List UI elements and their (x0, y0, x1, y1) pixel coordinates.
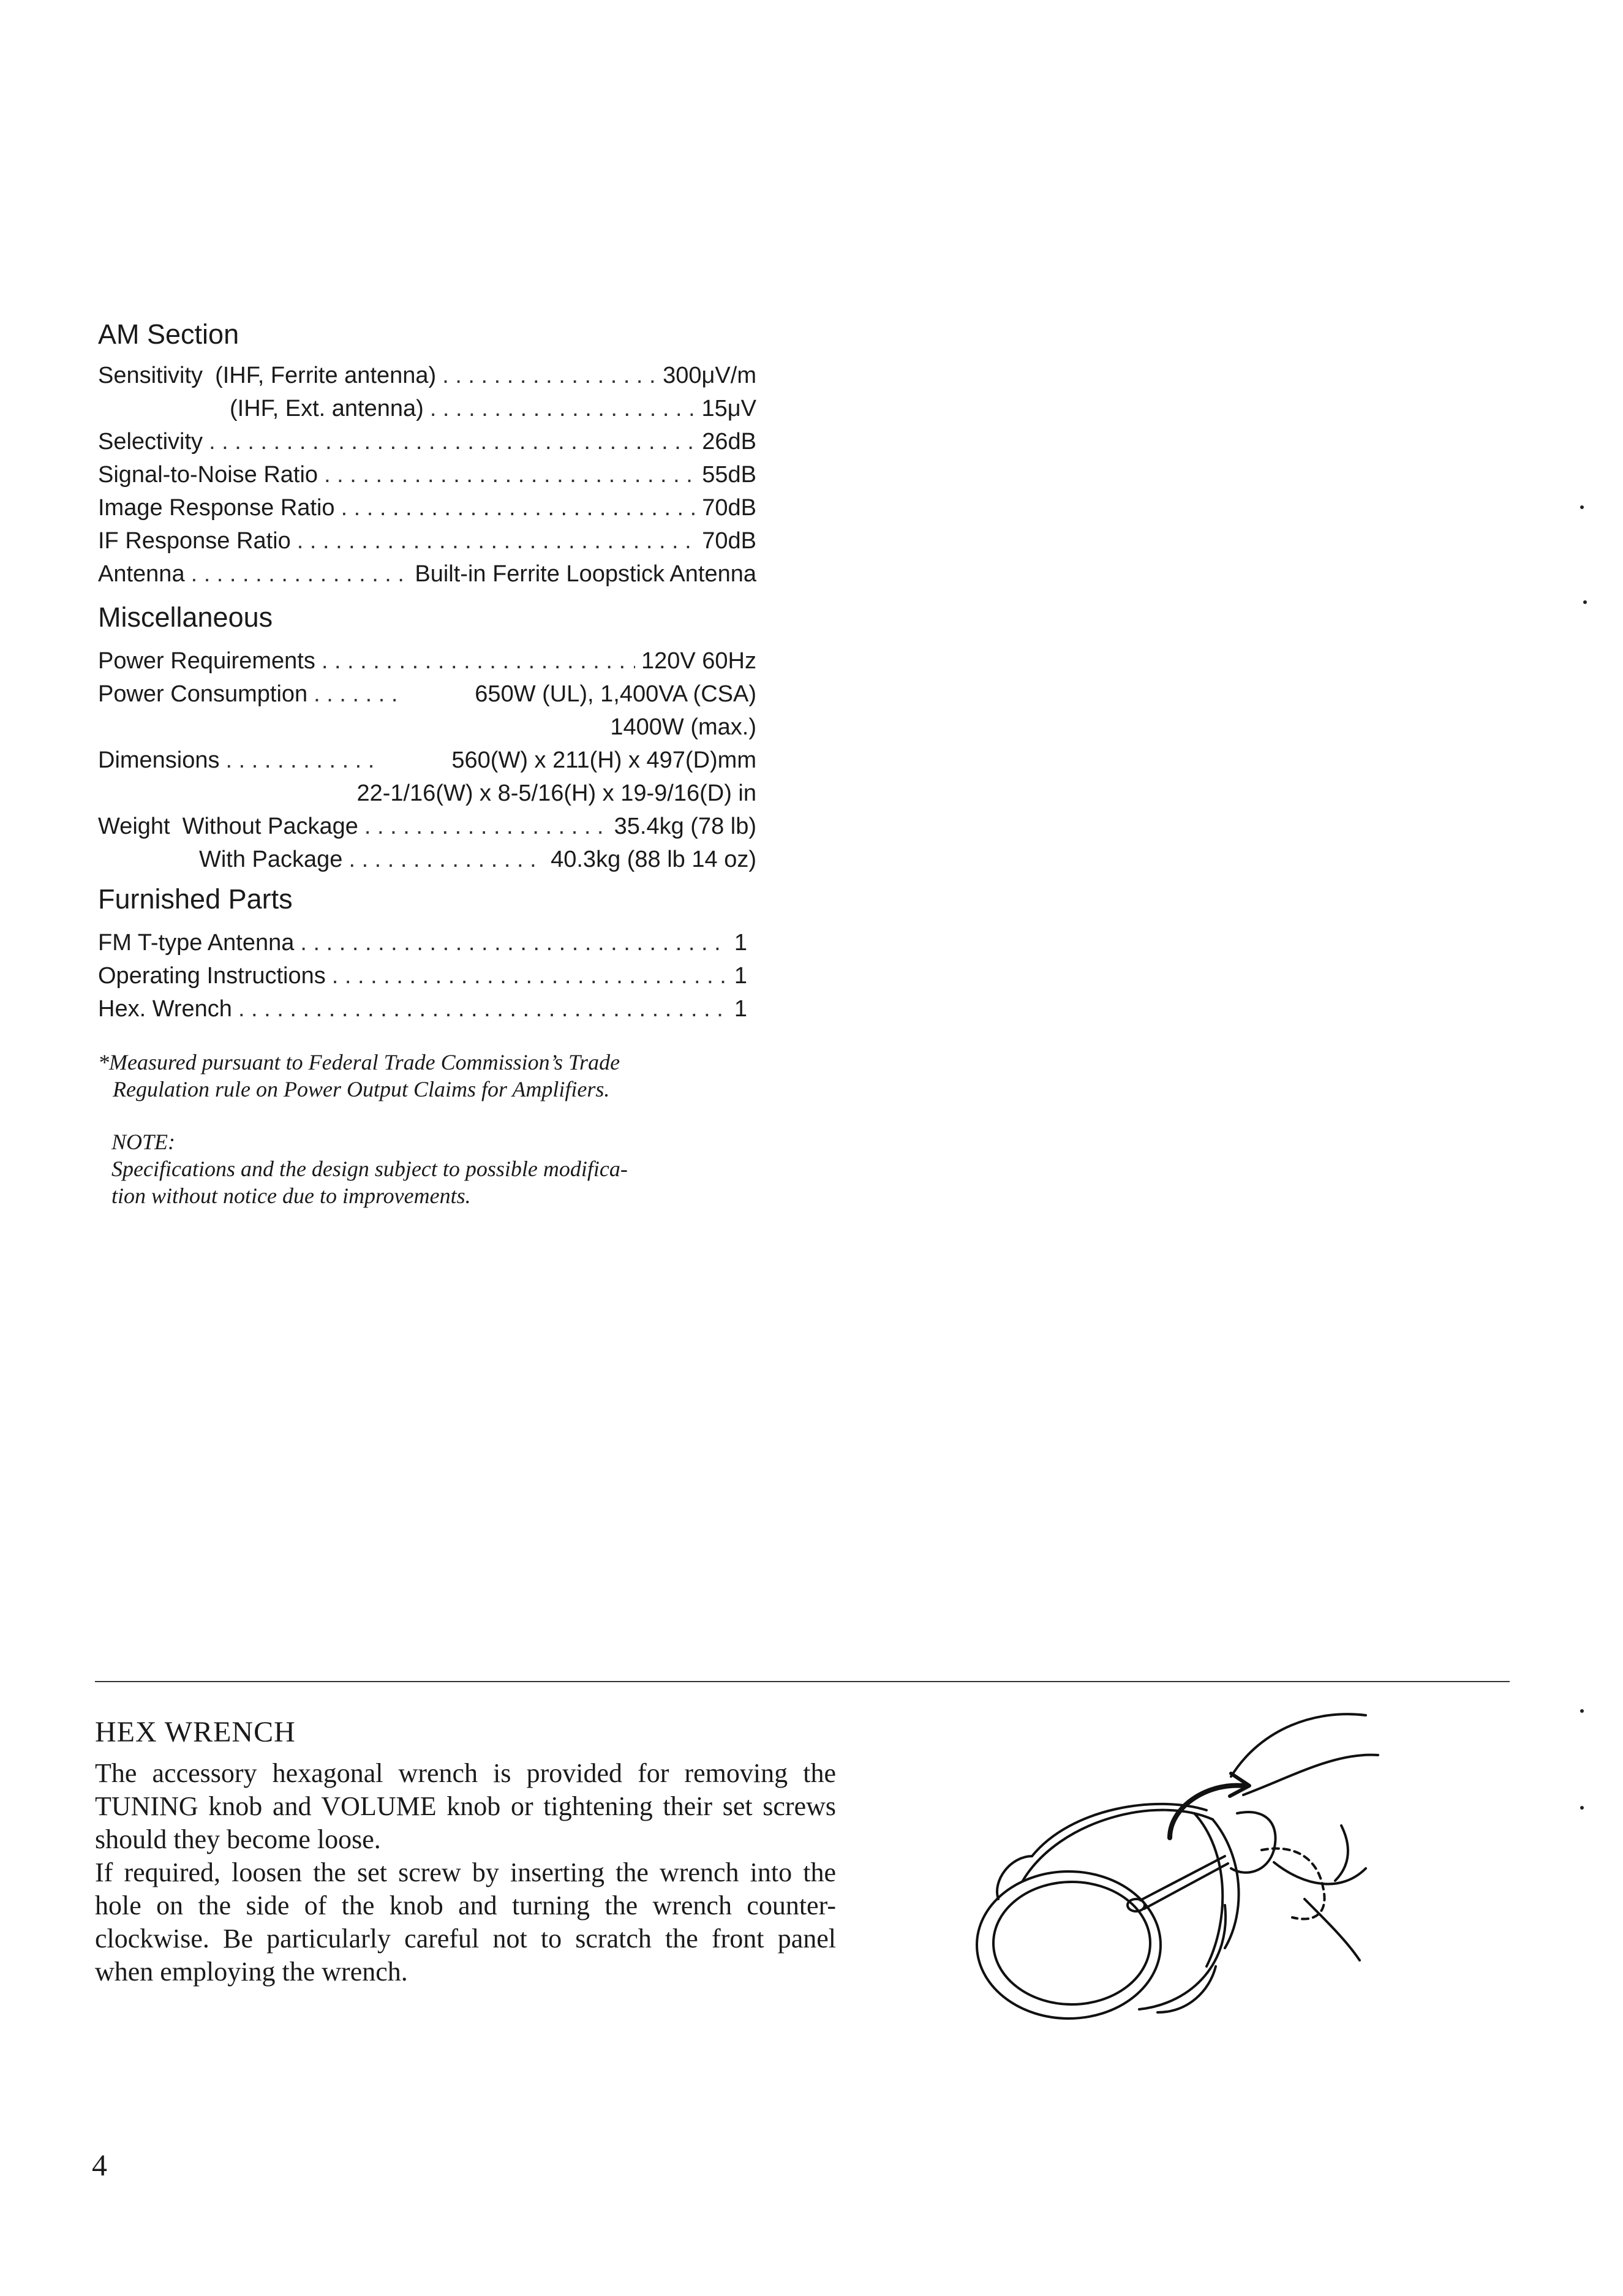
spec-row (98, 458, 756, 491)
scan-speck (1580, 1709, 1584, 1713)
spec-row-dimensions-inches (98, 777, 756, 810)
spec-row-power-consumption-max (98, 711, 756, 744)
spec-label: Power Consumption (98, 681, 308, 707)
spec-value: 70dB (702, 495, 756, 521)
spec-label: Image Response Ratio (98, 495, 335, 521)
spec-value: 1400W (max.) (610, 714, 756, 740)
spec-label: Power Requirements (98, 648, 315, 674)
spec-condition: (IHF, Ferrite antenna) (215, 363, 437, 388)
hand-knuckle (1335, 1826, 1348, 1881)
finger-upper (1231, 1714, 1366, 1777)
finger-lower (1243, 1755, 1378, 1795)
spec-value: Built-in Ferrite Loopstick Antenna (415, 561, 756, 587)
leader-dots (209, 425, 696, 458)
spec-label: Operating Instructions (98, 963, 326, 989)
spec-row-sensitivity-ext (98, 392, 756, 425)
spec-label: Dimensions (98, 747, 220, 773)
spec-value: 22-1/16(W) x 8-5/16(H) x 19-9/16(D) in (356, 780, 756, 806)
knob-top-edge (1023, 1810, 1213, 1881)
spec-condition: With Package (199, 847, 343, 872)
spec-row (98, 992, 747, 1025)
leader-dots (341, 491, 696, 524)
misc-specs (98, 644, 756, 876)
spec-label: Selectivity (98, 429, 203, 455)
leader-dots (300, 926, 728, 959)
spec-label: Weight (98, 814, 170, 839)
spec-row-weight-without (98, 810, 756, 843)
spec-condition: (IHF, Ext. antenna) (230, 396, 424, 421)
spec-row-power-consumption (98, 678, 756, 711)
spec-value: 26dB (702, 429, 756, 455)
spec-value: 70dB (702, 528, 756, 554)
spec-row (98, 491, 756, 524)
leader-dots (430, 392, 696, 425)
spec-row (98, 557, 756, 591)
hex-wrench-title: HEX WRENCH (95, 1716, 296, 1748)
am-section-title: AM Section (98, 319, 239, 350)
spec-label: IF Response Ratio (98, 528, 291, 554)
spec-value: 560(W) x 211(H) x 497(D)mm (451, 747, 756, 773)
spec-value: 15μV (701, 396, 756, 421)
spec-label: Hex. Wrench (98, 996, 232, 1022)
scan-speck (1583, 600, 1587, 604)
spec-row (98, 524, 756, 557)
note-label: NOTE: (111, 1130, 176, 1154)
leader-dots (332, 959, 728, 992)
spec-row (98, 959, 747, 992)
leader-dots (314, 678, 405, 711)
leader-dots (348, 843, 544, 876)
am-section-specs (98, 359, 756, 591)
spec-row (98, 425, 756, 458)
spec-label: Sensitivity (98, 363, 203, 388)
footnote-line: *Measured pursuant to Federal Trade Commission’s Trade (98, 1050, 620, 1074)
furnished-specs (98, 926, 747, 1025)
spec-value: 650W (UL), 1,400VA (CSA) (475, 681, 756, 707)
note-line: tion without notice due to improvements. (111, 1184, 471, 1208)
furnished-section-title: Furnished Parts (98, 883, 293, 915)
hand-palm (1274, 1862, 1366, 1884)
hex-wrench-paragraph: The accessory hexagonal wrench is provided for removing the TUNING knob and VOLUME knob or tightening their set screws should they become loose. (95, 1758, 836, 1854)
note-line: Specifications and the design subject to possible modifica- (111, 1157, 628, 1181)
hex-wrench-paragraph: If required, loosen the set screw by inserting the wrench into the hole on the side of the knob and turning the wrench counter-clockwise. Be particularly careful not to scratch the front panel when employing the wrench. (95, 1857, 836, 1987)
leader-dots (322, 644, 635, 678)
spec-note (111, 1128, 770, 1209)
ftc-footnote (98, 1049, 756, 1103)
spec-label: FM T-type Antenna (98, 930, 295, 956)
leader-dots (297, 524, 696, 557)
spec-row-dimensions (98, 744, 756, 777)
spec-condition: Without Package (182, 814, 358, 839)
spec-value: 1 (734, 963, 747, 989)
spec-label: Antenna (98, 561, 185, 587)
knob-face (977, 1871, 1161, 2018)
hand-wrist (1305, 1899, 1360, 1960)
wrench-shaft (1140, 1856, 1225, 1900)
scan-speck (1580, 505, 1584, 509)
knob-bottom-edge (1139, 1905, 1226, 2009)
page-number: 4 (92, 2148, 107, 2182)
spec-value: 1 (734, 930, 747, 956)
spec-value: 120V 60Hz (641, 648, 756, 674)
wrench-shaft-lower (1144, 1864, 1228, 1909)
fingertip (1231, 1812, 1276, 1873)
leader-dots (226, 744, 379, 777)
leader-dots (238, 992, 728, 1025)
misc-section-title: Miscellaneous (98, 602, 273, 633)
section-divider (95, 1681, 1510, 1682)
scan-speck (1580, 1806, 1584, 1810)
spec-value: 40.3kg (88 lb 14 oz) (551, 847, 756, 872)
spec-row-weight-with (98, 843, 756, 876)
hand-turning-knob-illustration (974, 1703, 1390, 2034)
spec-label: Signal-to-Noise Ratio (98, 462, 318, 488)
spec-value: 300μV/m (663, 363, 756, 388)
spec-row-power-requirements (98, 644, 756, 678)
hex-wrench-body (95, 1757, 836, 1988)
knob-back-band-inner (1194, 1813, 1222, 1966)
spec-value: 55dB (702, 462, 756, 488)
leader-dots (364, 810, 608, 843)
spec-row-sensitivity-ferrite (98, 359, 756, 392)
spec-value: 1 (734, 996, 747, 1022)
footnote-line: Regulation rule on Power Output Claims for Amplifiers. (113, 1077, 610, 1101)
spec-row (98, 926, 747, 959)
leader-dots (324, 458, 696, 491)
knob-face-inner (993, 1882, 1150, 2004)
spec-value: 35.4kg (78 lb) (614, 814, 756, 839)
leader-dots (191, 557, 409, 591)
leader-dots (442, 359, 657, 392)
